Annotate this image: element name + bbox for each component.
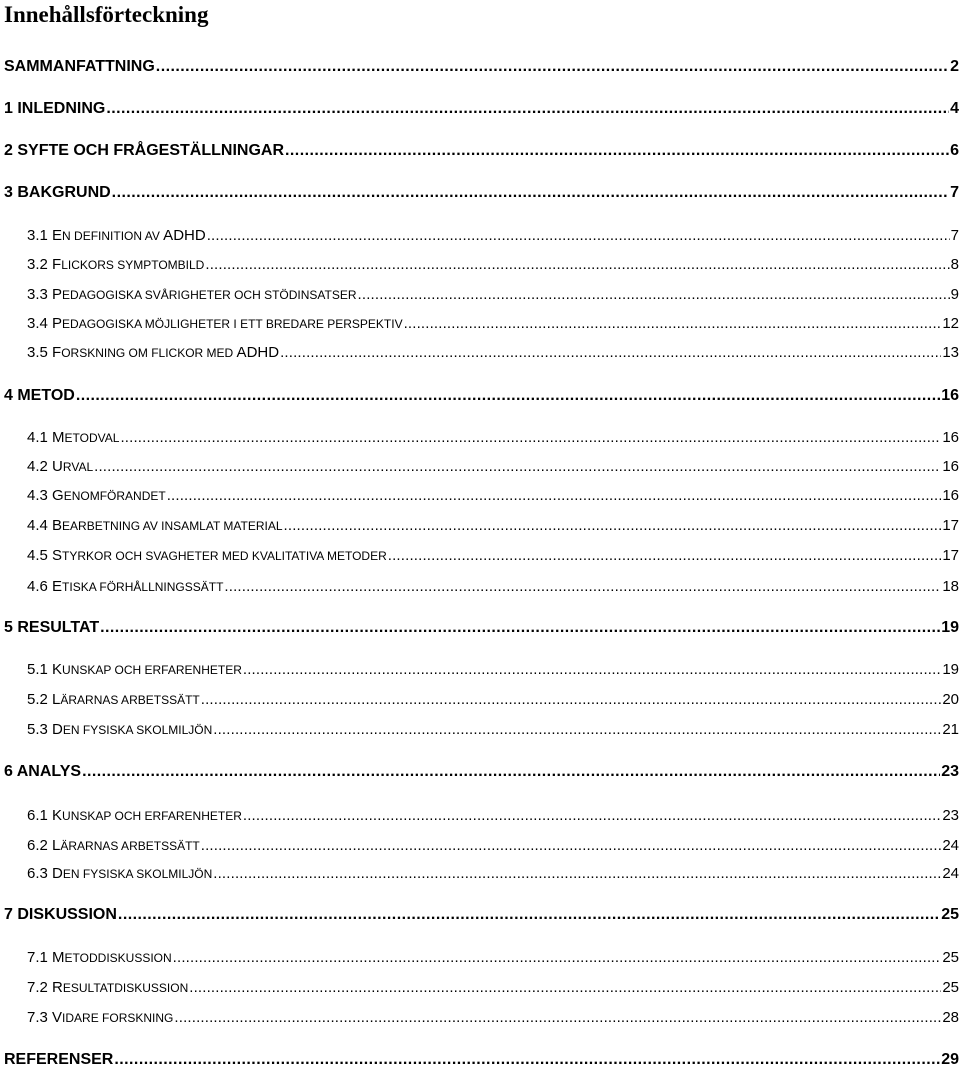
toc-page-number: 28	[942, 1009, 959, 1026]
toc-entry-label: 3.2 FLICKORS SYMPTOMBILD	[27, 256, 205, 273]
dot-leader	[174, 1008, 941, 1028]
dot-leader	[100, 618, 940, 638]
dot-leader	[213, 864, 941, 884]
dot-leader	[243, 660, 941, 680]
toc-subentry[interactable]	[27, 314, 959, 334]
dot-leader	[120, 428, 941, 448]
toc-page-number: 24	[942, 865, 959, 882]
toc-page-number: 7	[950, 184, 959, 201]
dot-leader	[280, 343, 941, 363]
toc-entry-label: 4.4 BEARBETNING AV INSAMLAT MATERIAL	[27, 517, 283, 534]
toc-subentry[interactable]	[27, 255, 959, 275]
toc-page-number: 7	[950, 227, 959, 244]
toc-entry-label: 3.5 FORSKNING OM FLICKOR MED ADHD	[27, 344, 280, 361]
toc-entry-label: 6.3 DEN FYSISKA SKOLMILJÖN	[27, 865, 213, 882]
toc-page-number: 23	[942, 807, 959, 824]
dot-leader	[201, 836, 942, 856]
dot-leader	[94, 457, 941, 477]
toc-page-number: 4	[950, 100, 959, 117]
dot-leader	[207, 226, 950, 246]
dot-leader	[284, 516, 942, 536]
dot-leader	[213, 720, 941, 740]
toc-entry-label: 4.3 GENOMFÖRANDET	[27, 487, 166, 504]
toc-title: Innehållsförteckning	[4, 2, 209, 27]
toc-page-number: 8	[950, 256, 959, 273]
toc-page-number: 16	[941, 387, 959, 404]
dot-leader	[358, 285, 950, 305]
toc-page-number: 20	[942, 691, 959, 708]
toc-page-number: 12	[942, 315, 959, 332]
toc-page-number: 16	[942, 487, 959, 504]
toc-page-number: 2	[950, 58, 959, 75]
toc-entry-label: 3.1 EN DEFINITION AV ADHD	[27, 227, 206, 244]
toc-page-number: 19	[941, 619, 959, 636]
toc-entry-label: 3.3 PEDAGOGISKA SVÅRIGHETER OCH STÖDINSATSER	[27, 286, 357, 303]
toc-entry-label: 6.1 KUNSKAP OCH ERFARENHETER	[27, 807, 242, 824]
toc-subentry[interactable]	[27, 978, 959, 998]
toc-subentry[interactable]	[27, 690, 959, 710]
toc-heading-entry[interactable]	[4, 141, 959, 161]
toc-entry-label: 1 INLEDNING	[4, 100, 106, 117]
dot-leader	[173, 948, 942, 968]
toc-entry-label: 4.1 METODVAL	[27, 429, 120, 446]
dot-leader	[243, 806, 941, 826]
toc-subentry[interactable]	[27, 577, 959, 597]
toc-subentry[interactable]	[27, 660, 959, 680]
toc-page-number: 16	[942, 458, 959, 475]
toc-page-number: 9	[950, 286, 959, 303]
toc-entry-label: 3 BAKGRUND	[4, 184, 111, 201]
toc-entry-label: 4.5 STYRKOR OCH SVAGHETER MED KVALITATIVA METODER	[27, 547, 387, 564]
toc-page-number: 25	[941, 906, 959, 923]
dot-leader	[167, 486, 942, 506]
toc-entry-label: 5.1 KUNSKAP OCH ERFARENHETER	[27, 661, 242, 678]
dot-leader	[112, 183, 949, 203]
toc-page-number: 17	[942, 547, 959, 564]
toc-subentry[interactable]	[27, 516, 959, 536]
toc-subentry[interactable]	[27, 806, 959, 826]
toc-page-number: 23	[941, 763, 959, 780]
toc-heading-entry[interactable]	[4, 1050, 959, 1070]
toc-entry-label: 5.2 LÄRARNAS ARBETSSÄTT	[27, 691, 200, 708]
toc-page-number: 25	[942, 979, 959, 996]
toc-page-number: 24	[942, 837, 959, 854]
dot-leader	[118, 905, 940, 925]
toc-heading-entry[interactable]	[4, 99, 959, 119]
dot-leader	[76, 386, 940, 406]
toc-entry-label: 4.2 URVAL	[27, 458, 94, 475]
toc-page-number: 6	[950, 142, 959, 159]
toc-page-number: 29	[941, 1051, 959, 1068]
dot-leader	[106, 99, 949, 119]
dot-leader	[189, 978, 941, 998]
toc-entry-label: 5 RESULTAT	[4, 619, 100, 636]
toc-page-number: 21	[942, 721, 959, 738]
toc-subentry[interactable]	[27, 720, 959, 740]
dot-leader	[404, 314, 942, 334]
dot-leader	[156, 57, 949, 77]
toc-entry-label: 7.1 METODDISKUSSION	[27, 949, 172, 966]
toc-subentry[interactable]	[27, 343, 959, 363]
toc-heading-entry[interactable]	[4, 762, 959, 782]
toc-entry-label: 2 SYFTE OCH FRÅGESTÄLLNINGAR	[4, 142, 285, 159]
toc-page-number: 17	[942, 517, 959, 534]
toc-subentry[interactable]	[27, 226, 959, 246]
toc-subentry[interactable]	[27, 864, 959, 884]
toc-subentry[interactable]	[27, 546, 959, 566]
toc-subentry[interactable]	[27, 285, 959, 305]
toc-entry-label: SAMMANFATTNING	[4, 58, 155, 75]
toc-page-number: 25	[942, 949, 959, 966]
toc-entry-label: 7 DISKUSSION	[4, 906, 117, 923]
toc-subentry[interactable]	[27, 457, 959, 477]
toc-heading-entry[interactable]	[4, 183, 959, 203]
toc-subentry[interactable]	[27, 948, 959, 968]
toc-heading-entry[interactable]	[4, 618, 959, 638]
dot-leader	[82, 762, 940, 782]
toc-heading-entry[interactable]	[4, 905, 959, 925]
dot-leader	[114, 1050, 940, 1070]
toc-page-number: 18	[942, 578, 959, 595]
dot-leader	[285, 141, 949, 161]
toc-subentry[interactable]	[27, 428, 959, 448]
toc-heading-entry[interactable]	[4, 386, 959, 406]
toc-entry-label: 4.6 ETISKA FÖRHÅLLNINGSSÄTT	[27, 578, 224, 595]
toc-entry-label: 5.3 DEN FYSISKA SKOLMILJÖN	[27, 721, 213, 738]
toc-heading-entry[interactable]	[4, 57, 959, 77]
toc-entry-label: REFERENSER	[4, 1051, 114, 1068]
dot-leader	[388, 546, 942, 566]
toc-entry-label: 3.4 PEDAGOGISKA MÖJLIGHETER I ETT BREDARE PERSPEKTIV	[27, 315, 403, 332]
toc-page-number: 13	[942, 344, 959, 361]
toc-entry-label: 6.2 LÄRARNAS ARBETSSÄTT	[27, 837, 200, 854]
dot-leader	[224, 577, 941, 597]
toc-entry-label: 7.3 VIDARE FORSKNING	[27, 1009, 174, 1026]
toc-page-number: 16	[942, 429, 959, 446]
toc-subentry[interactable]	[27, 1008, 959, 1028]
dot-leader	[205, 255, 949, 275]
toc-entry-label: 4 METOD	[4, 387, 75, 404]
toc-subentry[interactable]	[27, 486, 959, 506]
toc-entry-label: 6 ANALYS	[4, 763, 82, 780]
toc-entry-label: 7.2 RESULTATDISKUSSION	[27, 979, 189, 996]
dot-leader	[201, 690, 942, 710]
toc-subentry[interactable]	[27, 836, 959, 856]
toc-page-number: 19	[942, 661, 959, 678]
